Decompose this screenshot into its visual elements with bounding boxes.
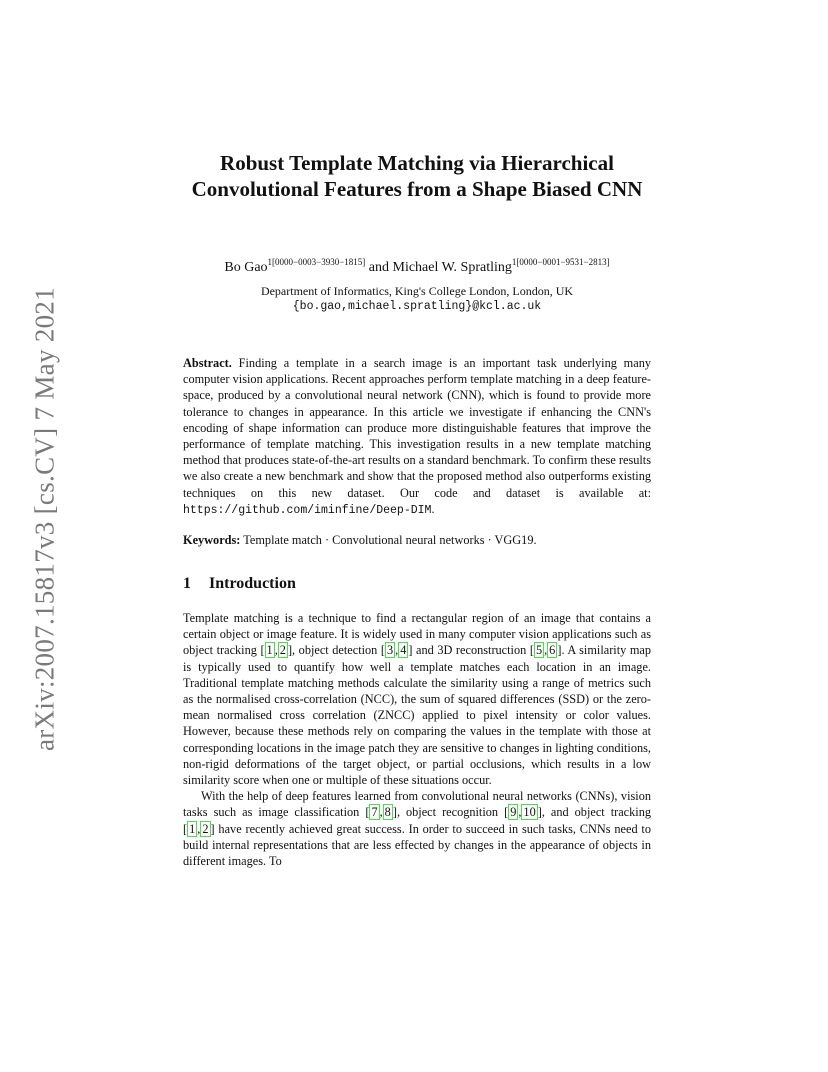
text-run: have recently achieved great success. In order to succeed in such tasks, CNNs need to build internal representations that are less effected by changes in the appearance of objects in different images. To xyxy=(183,821,651,869)
section-number: 1 xyxy=(183,575,191,592)
text-run: and 3D reconstruction xyxy=(412,643,530,658)
citation-link[interactable]: 1 xyxy=(189,821,196,836)
text-run: Template matching is a technique to find a rectangular region of an image that contains a certain object or image feature. It is widely used in many computer vision applications such as object tracking xyxy=(183,611,651,658)
text-run: , object recognition xyxy=(396,805,505,820)
code-url-link[interactable]: https://github.com/iminfine/Deep-DIM xyxy=(183,503,432,517)
citation-link[interactable]: 7 xyxy=(371,805,378,820)
author-name: Michael W. Spratling xyxy=(392,260,512,275)
author-conjunction: and xyxy=(368,260,389,275)
section-title: Introduction xyxy=(209,575,296,592)
citation-link[interactable]: 2 xyxy=(279,643,286,658)
citation-link[interactable]: 8 xyxy=(384,805,391,820)
citation-link[interactable]: 2 xyxy=(202,821,209,836)
citation-link[interactable]: 1 xyxy=(266,643,273,658)
body-text xyxy=(183,610,651,869)
keywords xyxy=(183,532,651,548)
citation-link[interactable]: 3 xyxy=(387,643,394,658)
arxiv-id: arXiv:2007.15817v3 [cs.CV] 7 May 2021 xyxy=(29,286,60,752)
author-orcid: 1[0000−0001−9531−2813] xyxy=(511,257,610,267)
citation-link[interactable]: 6 xyxy=(549,643,556,658)
text-run: . A similarity map is typically used to quantify how well a template matches each location in an image. Traditional template matching methods calculate the similarity using a range of metrics such as the normalised cross-correlation (NCC), the sum of squared differences (SSD) or the zero-mean normalised cross correlation (ZNCC) applied to pixel intensity or color values. However, because these methods rely on comparing the values in the template with those at corresponding locations in the image patch they are sensitive to changes in lighting conditions, non-rigid deformations of the target object, or partial occlusions, which results in a low similarity score when one or multiple of these situations occur. xyxy=(183,643,651,788)
author-name: Bo Gao xyxy=(224,260,268,275)
citation-link[interactable]: 9 xyxy=(510,805,517,820)
paragraph: With the help of deep features learned from convolutional neural networks (CNNs), vision tasks such as image classification [ 7 , 8 ], object recognition [ 9 , 10 ], and object tracking [ 1 , 2 ] have recently achieved great success. In order to succeed in such tasks, CNNs need to build internal representations that are less effected by changes in the appearance of objects in different images. To xyxy=(183,789,652,869)
abstract xyxy=(183,355,651,519)
citation-link[interactable]: 4 xyxy=(400,643,407,658)
abstract-text: Finding a template in a search image is an important task underlying many computer vision applications. Recent approaches perform template matching in a deep feature-space, produced by a convolutional neural network (CNN), which is found to provide more tolerance to changes in appearance. In this article we investigate if enhancing the CNN's encoding of shape information can produce more distinguishable features that improve the performance of template matching. This investigation results in a new template matching method that produces state-of-the-art results on a standard benchmark. To confirm these results we also create a new benchmark and show that the proposed method also outperforms existing techniques on this new dataset. Our code and dataset is available at: xyxy=(183,356,652,500)
text-run: , object detection xyxy=(292,643,381,658)
keywords-label: Keywords: xyxy=(183,533,241,547)
keywords-text: Template match · Convolutional neural networks · VGG19. xyxy=(243,533,537,547)
arxiv-sidebar-stamp xyxy=(25,285,65,753)
email: {bo.gao,michael.spratling}@kcl.ac.uk xyxy=(292,300,542,313)
abstract-label: Abstract. xyxy=(183,356,232,370)
author-line xyxy=(183,253,651,277)
paper-title: Robust Template Matching via Hierarchical Convolutional Features from a Shape Biased CNN xyxy=(191,151,643,201)
affiliation-block xyxy=(183,283,651,315)
author-orcid: 1[0000−0003−3930−1815] xyxy=(267,257,366,267)
abstract-end: . xyxy=(431,501,435,516)
paragraph: Template matching is a technique to find a rectangular region of an image that contains a certain object or image feature. It is widely used in many computer vision applications such as object tracking [ 1 , 2 ], object detection [ 3 , 4 ] and 3D reconstruction [ 5 , 6 ]. A similarity map is typically used to quantify how well a template matches each location in an image. Traditional template matching methods calculate the similarity using a range of metrics such as the normalised cross-correlation (NCC), the sum of squared differences (SSD) or the zero-mean normalised cross correlation (ZNCC) applied to pixel intensity or color values. However, because these methods rely on comparing the values in the template with those at corresponding locations in the image patch they are sensitive to changes in lighting conditions, non-rigid deformations of the target object, or partial occlusions, which results in a low similarity score when one or multiple of these situations occur. xyxy=(183,611,651,788)
affiliation: Department of Informatics, King's College London, London, UK xyxy=(260,284,574,298)
section-heading xyxy=(183,574,651,594)
text-run: , and object tracking xyxy=(541,805,652,820)
citation-link[interactable]: 10 xyxy=(523,805,536,820)
text-run: With the help of deep features learned from convolutional neural networks (CNNs), vision tasks such as image classification xyxy=(183,789,651,820)
citation-link[interactable]: 5 xyxy=(535,643,543,658)
